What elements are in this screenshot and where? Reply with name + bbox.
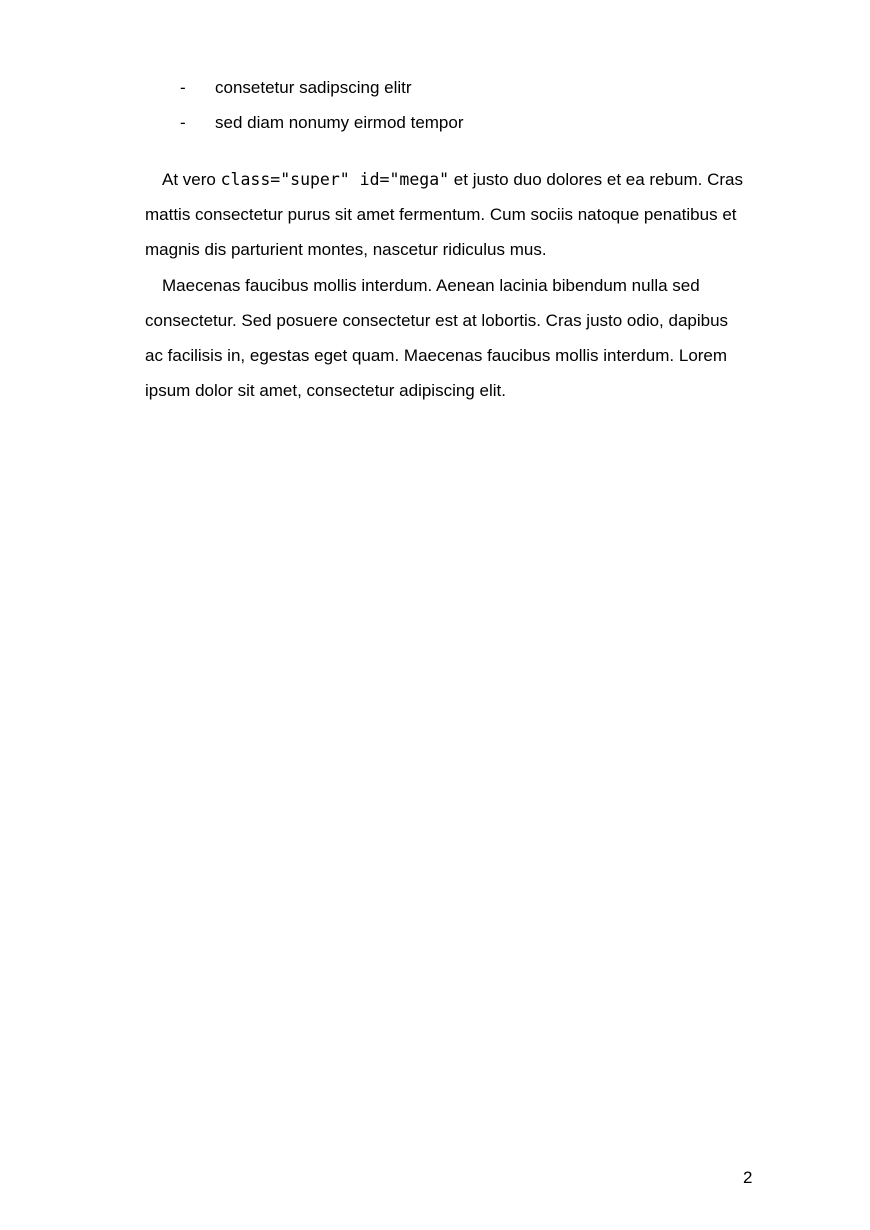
body-text bbox=[145, 162, 745, 408]
bullet-list bbox=[0, 76, 870, 146]
paragraph-1-suffix: et justo duo dolores et ea rebum. Cras mattis consectetur purus sit amet fermentum. Cum sociis natoque penatibus et magnis dis parturient montes, nascetur ridiculus mus. bbox=[145, 170, 743, 260]
paragraph-2: Maecenas faucibus mollis interdum. Aenean lacinia bibendum nulla sed consectetur. Sed posuere consectetur est at lobortis. Cras justo odio, dapibus ac facilisis in, egestas eget quam. Maecenas faucibus mollis interdum. Lorem ipsum dolor sit amet, consectetur adipiscing elit. bbox=[145, 275, 729, 401]
list-item-text: consetetur sadipscing elitr bbox=[215, 78, 412, 97]
list-item bbox=[0, 76, 870, 111]
paragraph-1-prefix: At vero bbox=[162, 170, 221, 189]
list-item-text: sed diam nonumy eirmod tempor bbox=[215, 113, 464, 132]
paragraph-1 bbox=[145, 162, 745, 268]
list-item bbox=[0, 111, 870, 146]
page-number: 2 bbox=[743, 1168, 753, 1187]
list-marker: - bbox=[180, 78, 186, 97]
list-marker: - bbox=[180, 113, 186, 132]
inline-code: class="super" id="mega" bbox=[220, 170, 450, 189]
